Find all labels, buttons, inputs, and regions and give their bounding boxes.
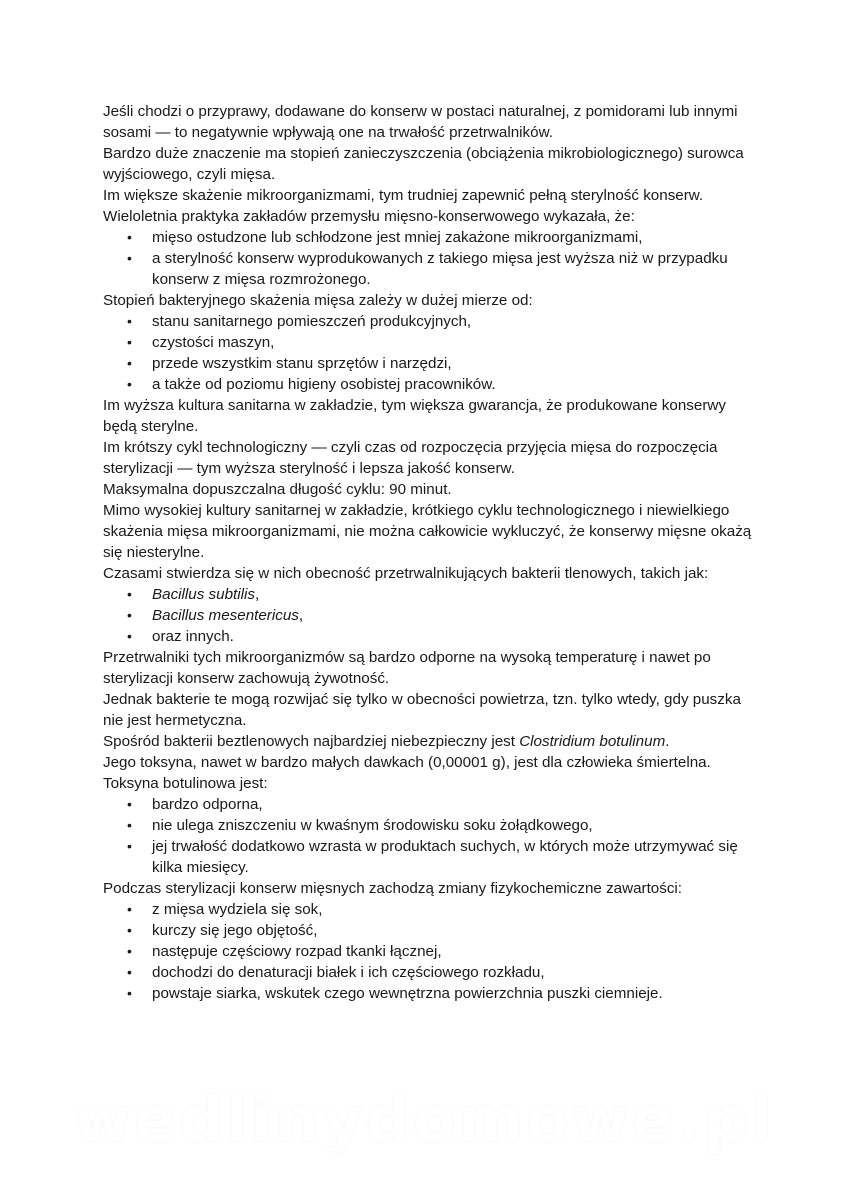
list-item: • czystości maszyn, xyxy=(152,332,763,353)
paragraph-air-requirement: Jednak bakterie te mogą rozwijać się tylko w obecności powietrza, tzn. tylko wtedy, gdy puszka nie jest hermetyczna. xyxy=(103,691,741,729)
paragraph-contamination-intro: Stopień bakteryjnego skażenia mięsa zależy w dużej mierze od: xyxy=(103,292,533,309)
list-item: • mięso ostudzone lub schłodzone jest mniej zakażone mikroorganizmami, xyxy=(152,227,763,248)
list-item: • kurczy się jego objętość, xyxy=(152,920,763,941)
species-name: Clostridium botulinum xyxy=(519,733,666,750)
paragraph-sterility-difficulty: Im większe skażenie mikroorganizmami, tym trudniej zapewnić pełną sterylność konserw. xyxy=(103,187,704,204)
text-prefix: Spośród bakterii beztlenowych najbardziej niebezpieczny jest xyxy=(103,733,520,750)
species-name: Bacillus mesentericus xyxy=(152,607,299,624)
paragraph-non-sterile: Mimo wysokiej kultury sanitarnej w zakładzie, krótkiego cyklu technologicznego i niewielkiego skażenia mięsa mikroorganizmami, nie można całkowicie wykluczyć, że konserwy mięsne okażą się niesterylne. xyxy=(103,502,752,561)
paragraph-contamination-degree: Bardzo duże znaczenie ma stopień zanieczyszczenia (obciążenia mikrobiologicznego) surowca wyjściowego, czyli mięsa. xyxy=(103,145,744,183)
list-item: • a także od poziomu higieny osobistej pracowników. xyxy=(152,374,763,395)
paragraph-anaerobic xyxy=(103,731,763,752)
list-item: • z mięsa wydziela się sok, xyxy=(152,899,763,920)
list-item: • następuje częściowy rozpad tkanki łącznej, xyxy=(152,941,763,962)
list-item: • oraz innych. xyxy=(152,626,763,647)
punctuation: , xyxy=(298,607,304,624)
practice-list xyxy=(103,227,763,290)
paragraph-technological-cycle: Im krótszy cykl technologiczny — czyli czas od rozpoczęcia przyjęcia mięsa do rozpoczęcia sterylizacji — tym wyższa sterylność i lepsza jakość konserw. xyxy=(103,439,718,477)
punctuation: . xyxy=(665,733,670,750)
paragraph-spore-resistance: Przetrwalniki tych mikroorganizmów są bardzo odporne na wysoką temperaturę i nawet po sterylizacji konserw zachowują żywotność. xyxy=(103,649,711,687)
paragraph-aerobic-intro: Czasami stwierdza się w nich obecność przetrwalnikujących bakterii tlenowych, takich jak: xyxy=(103,565,709,582)
document-page xyxy=(103,101,763,1004)
list-item: • jej trwałość dodatkowo wzrasta w produktach suchych, w których może utrzymywać się kilka miesięcy. xyxy=(152,836,763,878)
paragraph-sanitary-culture: Im wyższa kultura sanitarna w zakładzie, tym większa gwarancja, że produkowane konserwy będą sterylne. xyxy=(103,397,726,435)
paragraph-practice-intro: Wieloletnia praktyka zakładów przemysłu mięsno-konserwowego wykazała, że: xyxy=(103,208,635,225)
list-item: • nie ulega zniszczeniu w kwaśnym środowisku soku żołądkowego, xyxy=(152,815,763,836)
paragraph-toxin-intro: Toksyna botulinowa jest: xyxy=(103,775,268,792)
list-item: • dochodzi do denaturacji białek i ich częściowego rozkładu, xyxy=(152,962,763,983)
list-item: • a sterylność konserw wyprodukowanych z takiego mięsa jest wyższa niż w przypadku konserw z mięsa rozmrożonego. xyxy=(152,248,763,290)
list-item: • powstaje siarka, wskutek czego wewnętrzna powierzchnia puszki ciemnieje. xyxy=(152,983,763,1004)
watermark: wedlinydomowe.pl xyxy=(73,1083,776,1156)
changes-list xyxy=(103,899,763,1004)
list-item xyxy=(152,584,763,605)
punctuation: , xyxy=(254,586,260,603)
list-item: • stanu sanitarnego pomieszczeń produkcyjnych, xyxy=(152,311,763,332)
contamination-list xyxy=(103,311,763,395)
list-item: • przede wszystkim stanu sprzętów i narzędzi, xyxy=(152,353,763,374)
paragraph-max-cycle: Maksymalna dopuszczalna długość cyklu: 90 minut. xyxy=(103,481,452,498)
paragraph-sterilization-changes: Podczas sterylizacji konserw mięsnych zachodzą zmiany fizykochemiczne zawartości: xyxy=(103,880,683,897)
toxin-list xyxy=(103,794,763,878)
list-item: • bardzo odporna, xyxy=(152,794,763,815)
species-name: Bacillus subtilis xyxy=(152,586,255,603)
paragraph-spices: Jeśli chodzi o przyprawy, dodawane do konserw w postaci naturalnej, z pomidorami lub innymi sosami — to negatywnie wpływają one na trwałość przetrwalników. xyxy=(103,103,738,141)
list-item xyxy=(152,605,763,626)
bacteria-list xyxy=(103,584,763,647)
paragraph-toxin-lethal: Jego toksyna, nawet w bardzo małych dawkach (0,00001 g), jest dla człowieka śmiertelna. xyxy=(103,754,711,771)
